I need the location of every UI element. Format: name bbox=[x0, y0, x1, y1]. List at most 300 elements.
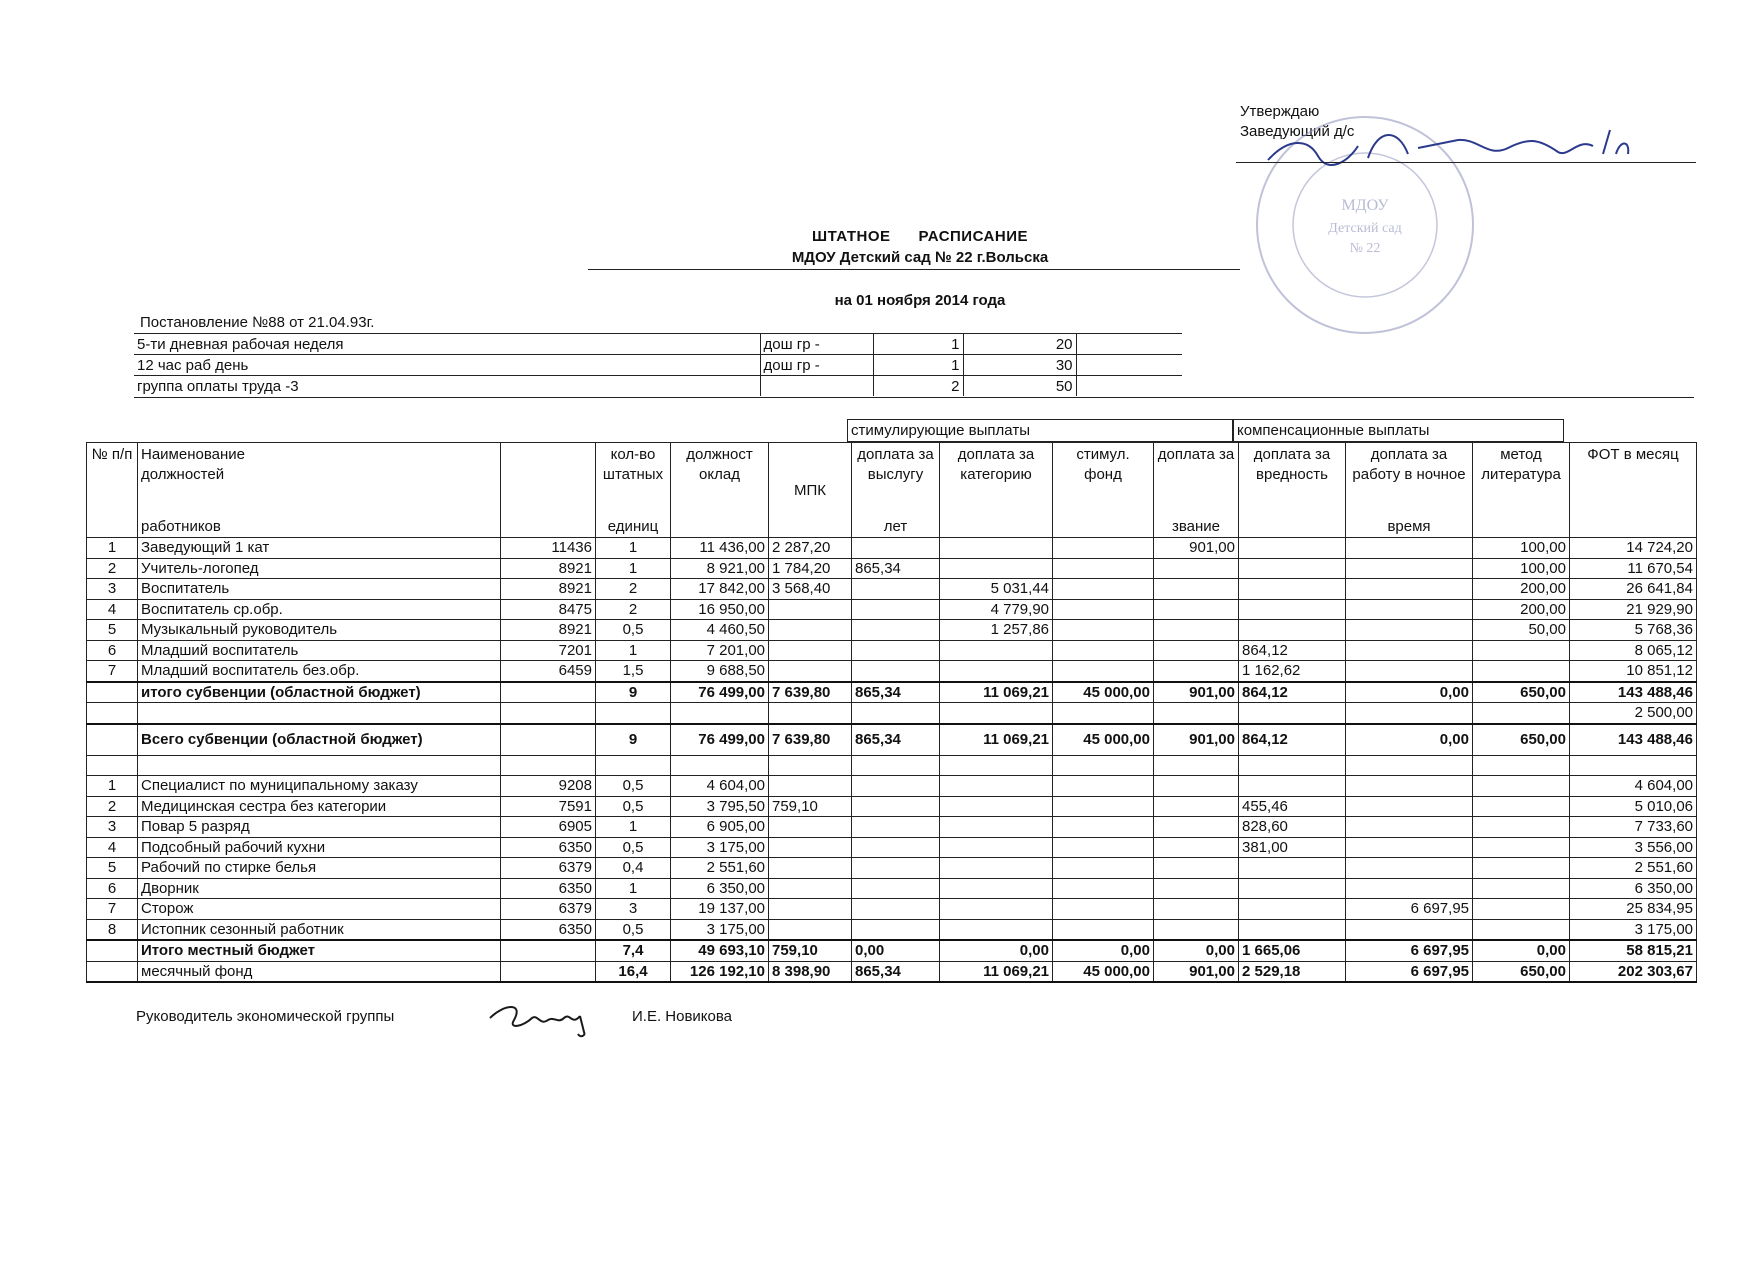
row-position: Сторож bbox=[138, 899, 501, 920]
row-harm bbox=[1239, 703, 1346, 724]
row-qty: 0,4 bbox=[596, 858, 671, 879]
row-num: 7 bbox=[87, 661, 138, 682]
row-literature: 650,00 bbox=[1473, 682, 1570, 703]
param-empty bbox=[1076, 334, 1182, 355]
row-fot: 143 488,46 bbox=[1570, 682, 1697, 703]
col-senior bbox=[852, 443, 940, 538]
row-title-pay: 901,00 bbox=[1154, 961, 1239, 982]
row-literature: 200,00 bbox=[1473, 599, 1570, 620]
row-rate: 11436 bbox=[501, 538, 596, 559]
row-category: 5 031,44 bbox=[940, 579, 1053, 600]
row-night: 0,00 bbox=[1346, 682, 1473, 703]
row-seniority bbox=[852, 538, 940, 559]
row-fot bbox=[1570, 755, 1697, 776]
row-num: 2 bbox=[87, 558, 138, 579]
row-category bbox=[940, 796, 1053, 817]
row-salary: 49 693,10 bbox=[671, 940, 769, 961]
row-stimfund bbox=[1053, 579, 1154, 600]
table-row bbox=[87, 755, 1697, 776]
row-qty: 0,5 bbox=[596, 796, 671, 817]
col-title bbox=[1154, 443, 1239, 538]
row-seniority bbox=[852, 796, 940, 817]
row-num bbox=[87, 703, 138, 724]
table-row bbox=[87, 579, 1697, 600]
row-salary: 7 201,00 bbox=[671, 640, 769, 661]
col-fot: ФОТ в месяц bbox=[1570, 443, 1697, 538]
row-stimfund bbox=[1053, 620, 1154, 641]
row-mpk: 759,10 bbox=[769, 796, 852, 817]
row-harm: 828,60 bbox=[1239, 817, 1346, 838]
row-salary: 126 192,10 bbox=[671, 961, 769, 982]
row-category bbox=[940, 703, 1053, 724]
row-fot: 58 815,21 bbox=[1570, 940, 1697, 961]
row-rate: 8921 bbox=[501, 558, 596, 579]
row-position: Подсобный рабочий кухни bbox=[138, 837, 501, 858]
table-total-row bbox=[87, 682, 1697, 703]
row-qty: 1 bbox=[596, 538, 671, 559]
table-row bbox=[87, 599, 1697, 620]
row-qty: 1 bbox=[596, 817, 671, 838]
row-salary: 76 499,00 bbox=[671, 724, 769, 756]
row-position: Воспитатель bbox=[138, 579, 501, 600]
row-salary: 3 175,00 bbox=[671, 837, 769, 858]
row-position: месячный фонд bbox=[138, 961, 501, 982]
row-stimfund bbox=[1053, 899, 1154, 920]
row-qty: 1 bbox=[596, 558, 671, 579]
row-night bbox=[1346, 878, 1473, 899]
row-qty: 1 bbox=[596, 878, 671, 899]
row-night: 6 697,95 bbox=[1346, 940, 1473, 961]
table-total-row bbox=[87, 940, 1697, 961]
row-mpk: 2 287,20 bbox=[769, 538, 852, 559]
row-title-pay bbox=[1154, 558, 1239, 579]
row-title-pay: 901,00 bbox=[1154, 538, 1239, 559]
row-seniority bbox=[852, 817, 940, 838]
param-row bbox=[134, 334, 1182, 355]
row-night bbox=[1346, 703, 1473, 724]
row-rate bbox=[501, 755, 596, 776]
row-seniority bbox=[852, 620, 940, 641]
row-stimfund: 45 000,00 bbox=[1053, 724, 1154, 756]
row-night bbox=[1346, 919, 1473, 940]
row-stimfund bbox=[1053, 878, 1154, 899]
row-literature bbox=[1473, 661, 1570, 682]
row-mpk bbox=[769, 755, 852, 776]
row-night bbox=[1346, 579, 1473, 600]
row-num bbox=[87, 682, 138, 703]
col-title-bottom: звание bbox=[1171, 518, 1221, 535]
row-mpk bbox=[769, 899, 852, 920]
col-category: доплата за категорию bbox=[940, 443, 1053, 538]
row-night bbox=[1346, 620, 1473, 641]
row-category bbox=[940, 640, 1053, 661]
param-a: 1 bbox=[873, 334, 963, 355]
row-stimfund bbox=[1053, 703, 1154, 724]
row-position: Всего субвенции (областной бюджет) bbox=[138, 724, 501, 756]
row-fot: 11 670,54 bbox=[1570, 558, 1697, 579]
row-stimfund bbox=[1053, 776, 1154, 797]
parameters-table bbox=[134, 333, 1182, 396]
row-seniority bbox=[852, 755, 940, 776]
row-mpk bbox=[769, 661, 852, 682]
row-title-pay bbox=[1154, 796, 1239, 817]
row-stimfund bbox=[1053, 837, 1154, 858]
row-category bbox=[940, 538, 1053, 559]
row-title-pay: 901,00 bbox=[1154, 682, 1239, 703]
row-qty: 9 bbox=[596, 724, 671, 756]
table-row bbox=[87, 776, 1697, 797]
row-mpk: 7 639,80 bbox=[769, 724, 852, 756]
row-mpk bbox=[769, 837, 852, 858]
row-harm bbox=[1239, 776, 1346, 797]
row-num: 3 bbox=[87, 817, 138, 838]
row-category: 0,00 bbox=[940, 940, 1053, 961]
row-qty: 0,5 bbox=[596, 837, 671, 858]
row-title-pay bbox=[1154, 858, 1239, 879]
row-seniority: 865,34 bbox=[852, 682, 940, 703]
row-rate: 8921 bbox=[501, 579, 596, 600]
row-rate: 6350 bbox=[501, 837, 596, 858]
row-seniority bbox=[852, 703, 940, 724]
row-fot: 10 851,12 bbox=[1570, 661, 1697, 682]
col-rate bbox=[501, 443, 596, 538]
table-row bbox=[87, 558, 1697, 579]
param-group: дош гр - bbox=[760, 334, 873, 355]
row-title-pay bbox=[1154, 579, 1239, 600]
row-title-pay bbox=[1154, 620, 1239, 641]
row-salary: 2 551,60 bbox=[671, 858, 769, 879]
col-name-bottom: работников bbox=[141, 518, 221, 535]
row-seniority bbox=[852, 661, 940, 682]
row-fot: 14 724,20 bbox=[1570, 538, 1697, 559]
table-row bbox=[87, 919, 1697, 940]
col-night-top: доплата за работу в ночное bbox=[1352, 446, 1466, 483]
col-night-bottom: время bbox=[1387, 518, 1431, 535]
row-title-pay: 0,00 bbox=[1154, 940, 1239, 961]
row-fot: 143 488,46 bbox=[1570, 724, 1697, 756]
row-category bbox=[940, 837, 1053, 858]
row-seniority bbox=[852, 599, 940, 620]
row-harm: 864,12 bbox=[1239, 682, 1346, 703]
row-harm bbox=[1239, 538, 1346, 559]
row-night: 6 697,95 bbox=[1346, 961, 1473, 982]
row-qty: 0,5 bbox=[596, 620, 671, 641]
row-night: 0,00 bbox=[1346, 724, 1473, 756]
row-num: 6 bbox=[87, 878, 138, 899]
row-literature bbox=[1473, 703, 1570, 724]
params-bottom-line bbox=[134, 397, 1694, 398]
row-num: 5 bbox=[87, 620, 138, 641]
param-empty bbox=[1076, 376, 1182, 397]
row-fot: 2 500,00 bbox=[1570, 703, 1697, 724]
row-night bbox=[1346, 755, 1473, 776]
row-stimfund: 45 000,00 bbox=[1053, 961, 1154, 982]
staffing-table bbox=[86, 442, 1697, 983]
row-qty: 16,4 bbox=[596, 961, 671, 982]
row-harm: 455,46 bbox=[1239, 796, 1346, 817]
row-title-pay bbox=[1154, 755, 1239, 776]
decree-reference: Постановление №88 от 21.04.93г. bbox=[140, 314, 375, 331]
row-stimfund bbox=[1053, 538, 1154, 559]
row-position: Повар 5 разряд bbox=[138, 817, 501, 838]
economist-signature bbox=[484, 996, 604, 1040]
row-literature bbox=[1473, 640, 1570, 661]
row-mpk bbox=[769, 858, 852, 879]
row-position bbox=[138, 755, 501, 776]
row-rate: 7201 bbox=[501, 640, 596, 661]
row-category bbox=[940, 776, 1053, 797]
row-harm bbox=[1239, 579, 1346, 600]
param-b: 20 bbox=[963, 334, 1076, 355]
row-salary: 6 905,00 bbox=[671, 817, 769, 838]
col-mpk: МПК bbox=[769, 443, 852, 538]
table-row bbox=[87, 538, 1697, 559]
row-position: Воспитатель ср.обр. bbox=[138, 599, 501, 620]
row-mpk: 3 568,40 bbox=[769, 579, 852, 600]
row-seniority bbox=[852, 899, 940, 920]
row-stimfund bbox=[1053, 817, 1154, 838]
row-position: Младший воспитатель bbox=[138, 640, 501, 661]
row-mpk bbox=[769, 817, 852, 838]
row-seniority bbox=[852, 776, 940, 797]
row-harm bbox=[1239, 899, 1346, 920]
row-literature bbox=[1473, 796, 1570, 817]
row-title-pay bbox=[1154, 878, 1239, 899]
row-category bbox=[940, 817, 1053, 838]
row-literature bbox=[1473, 755, 1570, 776]
row-seniority: 865,34 bbox=[852, 558, 940, 579]
table-row bbox=[87, 620, 1697, 641]
row-seniority bbox=[852, 878, 940, 899]
row-num: 6 bbox=[87, 640, 138, 661]
row-night bbox=[1346, 817, 1473, 838]
row-category: 11 069,21 bbox=[940, 961, 1053, 982]
row-qty: 7,4 bbox=[596, 940, 671, 961]
approval-underline bbox=[1236, 162, 1696, 163]
row-seniority bbox=[852, 919, 940, 940]
row-rate: 6459 bbox=[501, 661, 596, 682]
row-fot: 5 010,06 bbox=[1570, 796, 1697, 817]
row-stimfund: 0,00 bbox=[1053, 940, 1154, 961]
col-lit: метод литература bbox=[1473, 443, 1570, 538]
row-mpk: 7 639,80 bbox=[769, 682, 852, 703]
col-senior-top: доплата за выслугу bbox=[857, 446, 934, 483]
row-position: Рабочий по стирке белья bbox=[138, 858, 501, 879]
row-mpk bbox=[769, 620, 852, 641]
row-title-pay bbox=[1154, 817, 1239, 838]
row-fot: 8 065,12 bbox=[1570, 640, 1697, 661]
param-b: 50 bbox=[963, 376, 1076, 397]
footer-signer-name: И.Е. Новикова bbox=[632, 1008, 733, 1025]
row-rate: 7591 bbox=[501, 796, 596, 817]
row-night bbox=[1346, 837, 1473, 858]
title-underline bbox=[588, 269, 1240, 270]
row-position: Младший воспитатель без.обр. bbox=[138, 661, 501, 682]
row-literature: 650,00 bbox=[1473, 724, 1570, 756]
row-category bbox=[940, 899, 1053, 920]
row-salary: 8 921,00 bbox=[671, 558, 769, 579]
row-position: Итого местный бюджет bbox=[138, 940, 501, 961]
row-qty: 1,5 bbox=[596, 661, 671, 682]
col-name-top: Наименование должностей bbox=[141, 446, 245, 483]
row-rate: 8475 bbox=[501, 599, 596, 620]
row-fot: 2 551,60 bbox=[1570, 858, 1697, 879]
row-fot: 21 929,90 bbox=[1570, 599, 1697, 620]
stimulating-payments-group: стимулирующие выплаты bbox=[847, 419, 1233, 442]
row-stimfund bbox=[1053, 755, 1154, 776]
col-num: № п/п bbox=[87, 443, 138, 538]
row-rate bbox=[501, 703, 596, 724]
row-night bbox=[1346, 640, 1473, 661]
row-rate bbox=[501, 724, 596, 756]
row-title-pay bbox=[1154, 899, 1239, 920]
row-category bbox=[940, 755, 1053, 776]
row-num: 3 bbox=[87, 579, 138, 600]
row-qty bbox=[596, 755, 671, 776]
row-num: 2 bbox=[87, 796, 138, 817]
row-salary: 3 175,00 bbox=[671, 919, 769, 940]
row-mpk bbox=[769, 703, 852, 724]
row-harm bbox=[1239, 620, 1346, 641]
row-num: 1 bbox=[87, 776, 138, 797]
row-num bbox=[87, 961, 138, 982]
row-rate bbox=[501, 682, 596, 703]
row-harm bbox=[1239, 755, 1346, 776]
row-seniority bbox=[852, 579, 940, 600]
table-row bbox=[87, 837, 1697, 858]
row-night: 6 697,95 bbox=[1346, 899, 1473, 920]
row-salary: 6 350,00 bbox=[671, 878, 769, 899]
row-stimfund bbox=[1053, 640, 1154, 661]
row-literature: 50,00 bbox=[1473, 620, 1570, 641]
director-signature bbox=[1258, 118, 1638, 178]
row-rate: 9208 bbox=[501, 776, 596, 797]
row-qty: 2 bbox=[596, 579, 671, 600]
row-stimfund bbox=[1053, 558, 1154, 579]
row-seniority: 865,34 bbox=[852, 724, 940, 756]
row-harm bbox=[1239, 599, 1346, 620]
table-total-row bbox=[87, 724, 1697, 756]
row-mpk bbox=[769, 919, 852, 940]
svg-text:№ 22: № 22 bbox=[1349, 241, 1381, 256]
row-salary: 4 604,00 bbox=[671, 776, 769, 797]
row-rate: 8921 bbox=[501, 620, 596, 641]
row-category bbox=[940, 878, 1053, 899]
row-fot: 26 641,84 bbox=[1570, 579, 1697, 600]
row-position: Специалист по муниципальному заказу bbox=[138, 776, 501, 797]
param-empty bbox=[1076, 355, 1182, 376]
row-qty: 3 bbox=[596, 899, 671, 920]
param-label: 5-ти дневная рабочая неделя bbox=[134, 334, 760, 355]
col-qty-bottom: единиц bbox=[607, 518, 659, 535]
row-stimfund: 45 000,00 bbox=[1053, 682, 1154, 703]
row-fot: 202 303,67 bbox=[1570, 961, 1697, 982]
param-a: 2 bbox=[873, 376, 963, 397]
row-literature: 650,00 bbox=[1473, 961, 1570, 982]
row-harm: 864,12 bbox=[1239, 640, 1346, 661]
row-num: 7 bbox=[87, 899, 138, 920]
row-fot: 6 350,00 bbox=[1570, 878, 1697, 899]
row-position: Медицинская сестра без категории bbox=[138, 796, 501, 817]
row-harm: 1 162,62 bbox=[1239, 661, 1346, 682]
row-stimfund bbox=[1053, 858, 1154, 879]
row-salary: 11 436,00 bbox=[671, 538, 769, 559]
row-num bbox=[87, 940, 138, 961]
row-position: итого субвенции (областной бюджет) bbox=[138, 682, 501, 703]
compensation-payments-group: компенсационные выплаты bbox=[1233, 419, 1564, 442]
row-stimfund bbox=[1053, 796, 1154, 817]
row-qty: 0,5 bbox=[596, 919, 671, 940]
document-title: ШТАТНОЕ РАСПИСАНИЕ bbox=[812, 228, 1028, 245]
row-fot: 3 175,00 bbox=[1570, 919, 1697, 940]
row-qty: 1 bbox=[596, 640, 671, 661]
row-night bbox=[1346, 796, 1473, 817]
row-literature: 0,00 bbox=[1473, 940, 1570, 961]
row-rate: 6905 bbox=[501, 817, 596, 838]
row-seniority bbox=[852, 837, 940, 858]
row-fot: 3 556,00 bbox=[1570, 837, 1697, 858]
row-category: 1 257,86 bbox=[940, 620, 1053, 641]
row-salary: 9 688,50 bbox=[671, 661, 769, 682]
row-rate: 6379 bbox=[501, 899, 596, 920]
row-literature bbox=[1473, 878, 1570, 899]
row-fot: 5 768,36 bbox=[1570, 620, 1697, 641]
row-mpk: 1 784,20 bbox=[769, 558, 852, 579]
row-title-pay bbox=[1154, 599, 1239, 620]
row-harm bbox=[1239, 858, 1346, 879]
row-seniority: 865,34 bbox=[852, 961, 940, 982]
param-label: группа оплаты труда -3 bbox=[134, 376, 760, 397]
table-row bbox=[87, 640, 1697, 661]
col-stimfund: стимул. фонд bbox=[1053, 443, 1154, 538]
row-position: Дворник bbox=[138, 878, 501, 899]
row-salary: 19 137,00 bbox=[671, 899, 769, 920]
table-row bbox=[87, 703, 1697, 724]
row-literature bbox=[1473, 899, 1570, 920]
svg-text:Детский сад: Детский сад bbox=[1328, 221, 1402, 236]
row-salary: 4 460,50 bbox=[671, 620, 769, 641]
table-row bbox=[87, 858, 1697, 879]
col-title-top: доплата за bbox=[1157, 446, 1235, 463]
row-category bbox=[940, 558, 1053, 579]
row-literature: 100,00 bbox=[1473, 558, 1570, 579]
row-fot: 4 604,00 bbox=[1570, 776, 1697, 797]
row-qty bbox=[596, 703, 671, 724]
row-salary: 16 950,00 bbox=[671, 599, 769, 620]
row-position: Музыкальный руководитель bbox=[138, 620, 501, 641]
row-title-pay bbox=[1154, 703, 1239, 724]
row-qty: 0,5 bbox=[596, 776, 671, 797]
row-literature bbox=[1473, 837, 1570, 858]
row-num: 5 bbox=[87, 858, 138, 879]
row-position bbox=[138, 703, 501, 724]
svg-text:МДОУ: МДОУ bbox=[1341, 197, 1389, 214]
row-fot: 7 733,60 bbox=[1570, 817, 1697, 838]
row-harm bbox=[1239, 878, 1346, 899]
row-title-pay: 901,00 bbox=[1154, 724, 1239, 756]
row-rate: 6350 bbox=[501, 878, 596, 899]
approval-line1: Утверждаю bbox=[1240, 103, 1320, 120]
param-group: дош гр - bbox=[760, 355, 873, 376]
row-rate: 6350 bbox=[501, 919, 596, 940]
param-row bbox=[134, 355, 1182, 376]
row-night bbox=[1346, 858, 1473, 879]
row-harm: 1 665,06 bbox=[1239, 940, 1346, 961]
row-night bbox=[1346, 558, 1473, 579]
table-row bbox=[87, 878, 1697, 899]
param-b: 30 bbox=[963, 355, 1076, 376]
row-literature: 100,00 bbox=[1473, 538, 1570, 559]
